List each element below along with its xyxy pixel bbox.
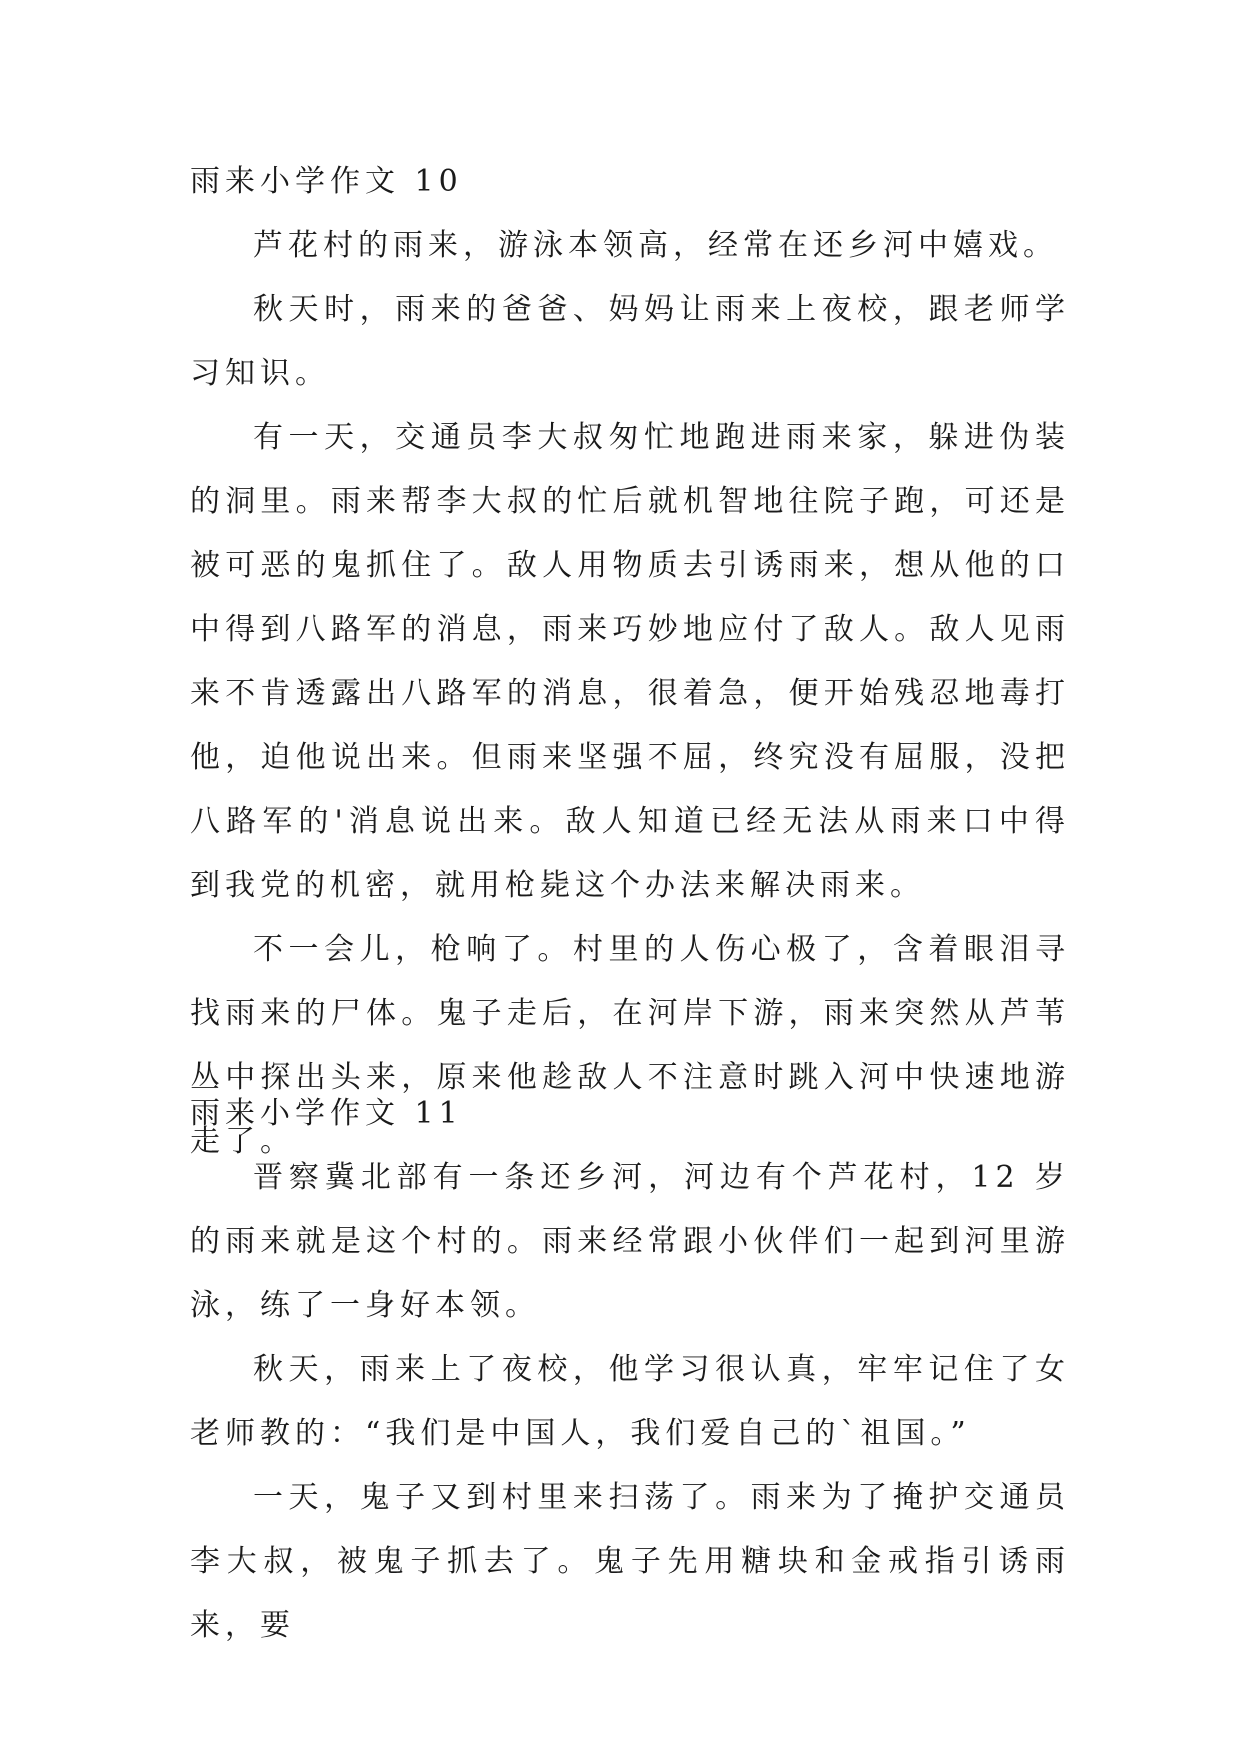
essay-title: 雨来小学作文 10 — [190, 164, 463, 199]
essay-paragraph: 芦花村的雨来，游泳本领高，经常在还乡河中嬉戏。 — [253, 228, 1058, 263]
essay-paragraph: 一天，鬼子又到村里来扫荡了。雨来为了掩护交通员李大叔，被鬼子抓去了。鬼子先用糖块和金戒指引诱雨来，要 — [190, 1480, 1070, 1643]
essay-paragraph: 不一会儿，枪响了。村里的人伤心极了，含着眼泪寻找雨来的尸体。鬼子走后，在河岸下游，雨来突然从芦苇丛中探出头来，原来他趁敌人不注意时跳入河中快速地游走了。 — [190, 932, 1070, 1159]
essay-paragraph: 晋察冀北部有一条还乡河，河边有个芦花村，12 岁的雨来就是这个村的。雨来经常跟小伙伴们一起到河里游泳，练了一身好本领。 — [190, 1160, 1070, 1323]
essay-paragraph: 秋天时，雨来的爸爸、妈妈让雨来上夜校，跟老师学习知识。 — [190, 292, 1070, 391]
essay-paragraph: 秋天，雨来上了夜校，他学习很认真，牢牢记住了女老师教的：“我们是中国人，我们爱自己的`祖国。” — [190, 1352, 1070, 1451]
essay-section — [190, 150, 1070, 1174]
essay-paragraph: 有一天，交通员李大叔匆忙地跑进雨来家，躲进伪装的洞里。雨来帮李大叔的忙后就机智地往院子跑，可还是被可恶的鬼抓住了。敌人用物质去引诱雨来，想从他的口中得到八路军的消息，雨来巧妙地应付了敌人。敌人见雨来不肯透露出八路军的消息，很着急，便开始残忍地毒打他，迫他说出来。但雨来坚强不屈，终究没有屈服，没把八路军的'消息说出来。敌人知道已经无法从雨来口中得到我党的机密，就用枪毙这个办法来解决雨来。 — [190, 420, 1070, 903]
essay-section — [190, 1082, 1070, 1658]
essay-title: 雨来小学作文 11 — [190, 1096, 463, 1131]
